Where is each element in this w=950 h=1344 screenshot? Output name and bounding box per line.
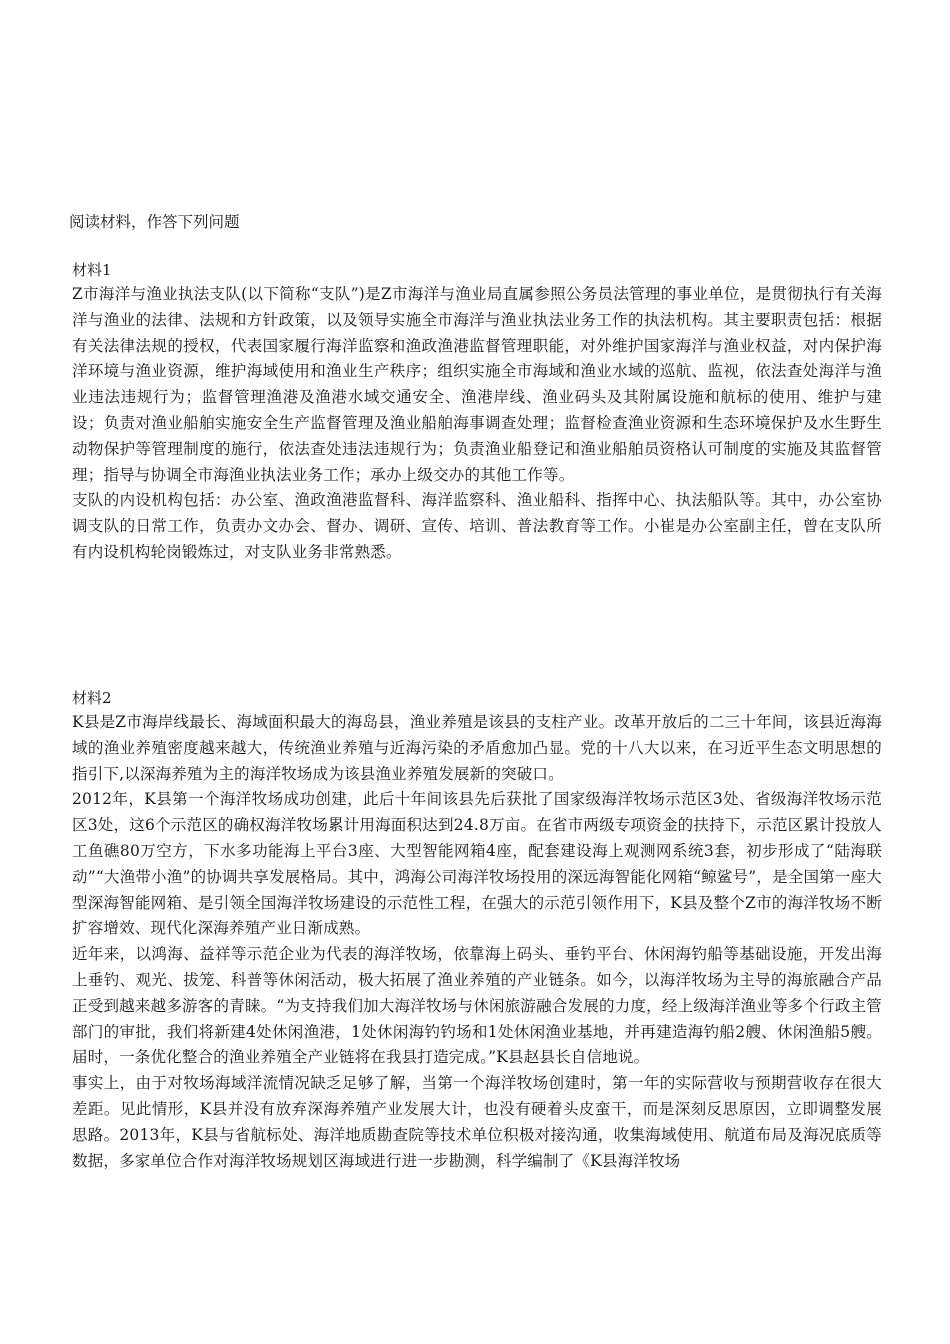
material-2-paragraph-4: 事实上，由于对牧场海域洋流情况缺乏足够了解，当第一个海洋牧场创建时，第一年的实际营收与预期营收存在很大差距。见此情形，K县并没有放弃深海养殖产业发展大计，也没有硬着头皮蛮干，而是深刻反思原因，立即调整发展思路。2013年，K县与省航标处、海洋地质勘查院等技术单位积极对接沟通，收集海域使用、航道布局及海况底质等数据，多家单位合作对海洋牧场规划区海域进行进一步勘测，科学编制了《K县海洋牧场 <box>72 1074 882 1170</box>
material-2-paragraph-2: 2012年，K县第一个海洋牧场成功创建，此后十年间该县先后获批了国家级海洋牧场示范区3处、省级海洋牧场示范区3处，这6个示范区的确权海洋牧场累计用海面积达到24.8万亩。在省市两级专项资金的扶持下，示范区累计投放人工鱼礁80万空方，下水多功能海上平台3座、大型智能网箱4座，配套建设海上观测网系统3套，初步形成了“陆海联动”“大渔带小渔”的协调共享发展格局。其中，鸿海公司海洋牧场投用的深远海智能化网箱“鲸鲨号”，是全国第一座大型深海智能网箱、是引领全国海洋牧场建设的示范性工程，在强大的示范引领作用下，K县及整个Z市的海洋牧场不断扩容增效、现代化深海养殖产业日渐成熟。 <box>72 790 882 938</box>
material-1-paragraph-1: Z市海洋与渔业执法支队(以下简称“支队”)是Z市海洋与渔业局直属参照公务员法管理的事业单位，是贯彻执行有关海洋与渔业的法律、法规和方针政策，以及领导实施全市海洋与渔业执法业务工作的执法机构。其主要职责包括：根据有关法律法规的授权，代表国家履行海洋监察和渔政渔港监督管理职能，对外维护国家海洋与渔业权益，对内保护海洋环境与渔业资源，维护海域使用和渔业生产秩序；组织实施全市海域和渔业水域的巡航、监视，依法查处海洋与渔业违法违规行为；监督管理渔港及渔港水域交通安全、渔港岸线、渔业码头及其附属设施和航标的使用、维护与建设；负责对渔业船舶实施安全生产监督管理及渔业船舶海事调查处理；监督检查渔业资源和生态环境保护及水生野生动物保护等管理制度的施行，依法查处违法违规行为；负责渔业船登记和渔业船舶员资格认可制度的实施及其监督管理；指导与协调全市海渔业执法业务工作；承办上级交办的其他工作等。 <box>72 285 882 484</box>
material-2-paragraph-3: 近年来，以鸿海、益祥等示范企业为代表的海洋牧场，依靠海上码头、垂钓平台、休闲海钓船等基础设施，开发出海上垂钓、观光、拔笼、科普等休闲活动，极大拓展了渔业养殖的产业链条。如今，以海洋牧场为主导的海旅融合产品正受到越来越多游客的青睐。“为支持我们加大海洋牧场与休闲旅游融合发展的力度，经上级海洋渔业等多个行政主管部门的审批，我们将新建4处休闲渔港，1处休闲海钓钓场和1处休闲渔业基地，并再建造海钓船2艘、休闲渔船5艘。届时，一条优化整合的渔业养殖全产业链将在我县打造完成。”K县赵县长自信地说。 <box>72 945 882 1067</box>
material-1-title: 材料1 <box>72 261 112 279</box>
material-1-paragraph-2: 支队的内设机构包括：办公室、渔政渔港监督科、海洋监察科、渔业船科、指挥中心、执法船队等。其中，办公室协调支队的日常工作，负责办文办会、督办、调研、宣传、培训、普法教育等工作。小崔是办公室副主任，曾在支队所有内设机构轮岗锻炼过，对支队业务非常熟悉。 <box>72 491 882 561</box>
material-2-section <box>72 686 882 1174</box>
instruction-text: 阅读材料，作答下列问题 <box>69 213 240 231</box>
material-2-paragraph-1: K县是Z市海岸线最长、海域面积最大的海岛县，渔业养殖是该县的支柱产业。改革开放后的二三十年间，该县近海海域的渔业养殖密度越来越大，传统渔业养殖与近海污染的矛盾愈加凸显。党的十八大以来，在习近平生态文明思想的指引下,以深海养殖为主的海洋牧场成为该县渔业养殖发展新的突破口。 <box>72 713 882 783</box>
material-1-section <box>72 258 882 566</box>
material-2-title: 材料2 <box>72 689 112 707</box>
